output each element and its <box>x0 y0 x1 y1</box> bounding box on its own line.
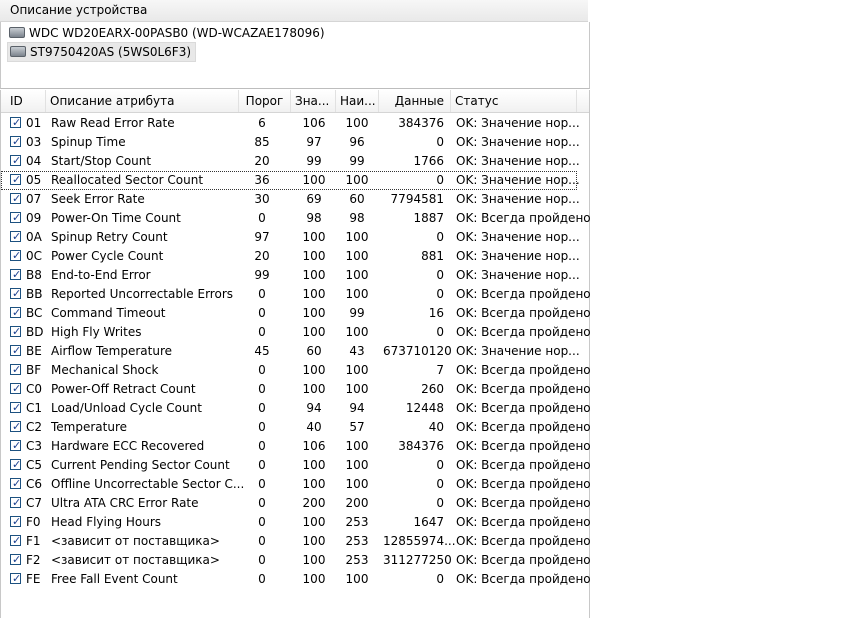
table-row[interactable] <box>1 285 591 304</box>
attribute-status: OK: Значение нор... <box>456 249 580 263</box>
attribute-threshold: 6 <box>258 116 266 130</box>
attribute-raw-data: 881 <box>421 249 444 263</box>
attribute-status: OK: Всегда пройдено <box>456 401 591 415</box>
attribute-id: BB <box>26 287 43 301</box>
attribute-threshold: 0 <box>258 401 266 415</box>
attribute-status: OK: Всегда пройдено <box>456 496 591 510</box>
attribute-name: Power-On Time Count <box>51 211 181 225</box>
row-checkbox[interactable] <box>10 440 21 451</box>
checkmark-icon: ✓ <box>12 287 22 300</box>
section-header <box>0 0 588 22</box>
attribute-id: 09 <box>26 211 42 225</box>
checkmark-icon: ✓ <box>12 230 22 243</box>
checkmark-icon: ✓ <box>12 420 22 433</box>
attribute-name: Head Flying Hours <box>51 515 162 529</box>
attribute-worst: 253 <box>345 553 369 567</box>
table-row[interactable] <box>1 152 580 171</box>
attribute-name: Raw Read Error Rate <box>51 116 175 130</box>
attribute-id: C7 <box>26 496 43 510</box>
attribute-worst: 98 <box>349 211 365 225</box>
table-row[interactable] <box>1 513 591 532</box>
attribute-id: 0A <box>26 230 42 244</box>
table-row[interactable] <box>1 190 580 209</box>
attribute-raw-data: 12855974... <box>383 534 456 548</box>
table-row[interactable] <box>1 475 591 494</box>
row-checkbox[interactable] <box>10 535 21 546</box>
attribute-id: F2 <box>26 553 41 567</box>
attribute-threshold: 20 <box>254 154 270 168</box>
attribute-worst: 100 <box>345 382 369 396</box>
attribute-worst: 100 <box>345 249 369 263</box>
attribute-threshold: 0 <box>258 572 266 586</box>
attribute-worst: 100 <box>345 268 369 282</box>
attribute-value: 106 <box>302 116 326 130</box>
attribute-raw-data: 0 <box>436 230 444 244</box>
checkmark-icon: ✓ <box>12 116 22 129</box>
checkmark-icon: ✓ <box>12 173 22 186</box>
device-label: ST9750420AS (5WS0L6F3) <box>30 45 192 59</box>
attribute-worst: 96 <box>349 135 365 149</box>
row-checkbox[interactable] <box>10 383 21 394</box>
attribute-raw-data: 7794581 <box>390 192 444 206</box>
attribute-id: FE <box>26 572 41 586</box>
attribute-raw-data: 16 <box>428 306 444 320</box>
attribute-value: 60 <box>306 344 322 358</box>
attribute-name: Current Pending Sector Count <box>51 458 230 472</box>
attribute-worst: 100 <box>345 230 369 244</box>
attribute-threshold: 0 <box>258 382 266 396</box>
table-row[interactable] <box>1 171 580 190</box>
checkmark-icon: ✓ <box>12 135 22 148</box>
attribute-status: OK: Всегда пройдено <box>456 287 591 301</box>
checkmark-icon: ✓ <box>12 534 22 547</box>
attribute-status: OK: Значение нор... <box>456 116 580 130</box>
hdd-icon <box>9 27 25 38</box>
attribute-status: OK: Значение нор... <box>456 344 580 358</box>
row-checkbox[interactable] <box>10 193 21 204</box>
attribute-id: C6 <box>26 477 43 491</box>
table-row[interactable] <box>1 551 591 570</box>
row-checkbox[interactable] <box>10 478 21 489</box>
attribute-worst: 100 <box>345 325 369 339</box>
attribute-name: Mechanical Shock <box>51 363 159 377</box>
attribute-id: BE <box>26 344 42 358</box>
attribute-worst: 100 <box>345 477 369 491</box>
attribute-raw-data: 0 <box>436 287 444 301</box>
row-checkbox[interactable] <box>10 269 21 280</box>
attribute-status: OK: Всегда пройдено <box>456 420 591 434</box>
attribute-threshold: 0 <box>258 211 266 225</box>
row-checkbox[interactable] <box>10 174 21 185</box>
table-row[interactable] <box>1 437 591 456</box>
attribute-value: 69 <box>306 192 322 206</box>
attribute-worst: 99 <box>349 154 365 168</box>
attribute-id: 04 <box>26 154 42 168</box>
attribute-id: C5 <box>26 458 43 472</box>
attribute-raw-data: 311277250 <box>383 553 452 567</box>
row-checkbox[interactable] <box>10 516 21 527</box>
row-checkbox[interactable] <box>10 117 21 128</box>
table-header <box>1 90 589 113</box>
checkmark-icon: ✓ <box>12 249 22 262</box>
attribute-threshold: 0 <box>258 553 266 567</box>
attribute-raw-data: 12448 <box>405 401 444 415</box>
table-row[interactable] <box>1 304 591 323</box>
table-row[interactable] <box>1 380 591 399</box>
attribute-id: B8 <box>26 268 42 282</box>
attribute-worst: 100 <box>345 458 369 472</box>
attribute-raw-data: 673710120 <box>383 344 452 358</box>
attribute-value: 99 <box>306 154 322 168</box>
column-header-threshold[interactable]: Порог <box>239 90 291 112</box>
attribute-threshold: 0 <box>258 439 266 453</box>
row-checkbox[interactable] <box>10 497 21 508</box>
attribute-threshold: 85 <box>254 135 270 149</box>
attribute-worst: 94 <box>349 401 365 415</box>
attribute-threshold: 45 <box>254 344 270 358</box>
attribute-raw-data: 0 <box>436 268 444 282</box>
attribute-raw-data: 0 <box>436 135 444 149</box>
attribute-value: 40 <box>306 420 322 434</box>
row-checkbox[interactable] <box>10 459 21 470</box>
table-row[interactable] <box>1 456 591 475</box>
checkmark-icon: ✓ <box>12 572 22 585</box>
checkmark-icon: ✓ <box>12 458 22 471</box>
attribute-value: 100 <box>302 477 326 491</box>
attribute-worst: 99 <box>349 306 365 320</box>
attribute-raw-data: 384376 <box>398 439 444 453</box>
checkmark-icon: ✓ <box>12 515 22 528</box>
checkmark-icon: ✓ <box>12 306 22 319</box>
attribute-name: Power-Off Retract Count <box>51 382 196 396</box>
attribute-value: 94 <box>306 401 322 415</box>
attribute-raw-data: 40 <box>428 420 444 434</box>
attribute-worst: 253 <box>345 534 369 548</box>
attribute-status: OK: Значение нор... <box>456 154 580 168</box>
attribute-value: 100 <box>302 363 326 377</box>
attribute-name: Hardware ECC Recovered <box>51 439 205 453</box>
attribute-status: OK: Всегда пройдено <box>456 477 591 491</box>
table-row[interactable] <box>1 532 591 551</box>
attribute-id: 0C <box>26 249 43 263</box>
attribute-id: 07 <box>26 192 42 206</box>
attribute-threshold: 0 <box>258 477 266 491</box>
attribute-id: 05 <box>26 173 42 187</box>
row-checkbox[interactable] <box>10 155 21 166</box>
attribute-id: BF <box>26 363 42 377</box>
attribute-status: OK: Значение нор... <box>456 173 580 187</box>
attribute-value: 100 <box>302 173 326 187</box>
checkmark-icon: ✓ <box>12 192 22 205</box>
attribute-name: <зависит от поставщика> <box>51 534 220 548</box>
attribute-raw-data: 384376 <box>398 116 444 130</box>
attribute-threshold: 0 <box>258 287 266 301</box>
attribute-name: Load/Unload Cycle Count <box>51 401 202 415</box>
attribute-status: OK: Значение нор... <box>456 135 580 149</box>
attribute-raw-data: 0 <box>436 325 444 339</box>
attribute-value: 100 <box>302 306 326 320</box>
attribute-raw-data: 0 <box>436 173 444 187</box>
attribute-worst: 100 <box>345 439 369 453</box>
attribute-value: 100 <box>302 249 326 263</box>
attribute-name: Reallocated Sector Count <box>51 173 204 187</box>
attribute-raw-data: 0 <box>436 458 444 472</box>
attribute-value: 100 <box>302 553 326 567</box>
attribute-threshold: 0 <box>258 325 266 339</box>
attribute-worst: 60 <box>349 192 365 206</box>
table-row[interactable] <box>1 418 591 437</box>
attribute-raw-data: 1887 <box>413 211 444 225</box>
table-row[interactable] <box>1 209 591 228</box>
table-row[interactable] <box>1 570 591 589</box>
attribute-id: 01 <box>26 116 42 130</box>
attribute-status: OK: Всегда пройдено <box>456 572 591 586</box>
checkmark-icon: ✓ <box>12 477 22 490</box>
column-header-status[interactable]: Статус <box>451 90 577 112</box>
attribute-raw-data: 7 <box>436 363 444 377</box>
attribute-threshold: 99 <box>254 268 270 282</box>
attribute-status: OK: Всегда пройдено <box>456 553 591 567</box>
checkmark-icon: ✓ <box>12 154 22 167</box>
attribute-worst: 43 <box>349 344 365 358</box>
attribute-value: 100 <box>302 534 326 548</box>
device-item-1[interactable] <box>7 24 329 42</box>
attribute-value: 200 <box>302 496 326 510</box>
table-row[interactable] <box>1 399 591 418</box>
attribute-name: Offline Uncorrectable Sector C... <box>51 477 245 491</box>
row-checkbox[interactable] <box>10 212 21 223</box>
row-checkbox[interactable] <box>10 402 21 413</box>
attribute-status: OK: Всегда пройдено <box>456 325 591 339</box>
attribute-id: C2 <box>26 420 43 434</box>
attribute-worst: 100 <box>345 572 369 586</box>
attribute-status: OK: Всегда пройдено <box>456 458 591 472</box>
attribute-worst: 200 <box>345 496 369 510</box>
attribute-name: Spinup Time <box>51 135 126 149</box>
attribute-id: C3 <box>26 439 43 453</box>
smart-attributes-table <box>0 90 590 618</box>
attribute-worst: 100 <box>345 363 369 377</box>
attribute-name: Power Cycle Count <box>51 249 164 263</box>
attribute-value: 100 <box>302 287 326 301</box>
attribute-raw-data: 1766 <box>413 154 444 168</box>
table-row[interactable] <box>1 114 580 133</box>
attribute-threshold: 0 <box>258 458 266 472</box>
attribute-name: Ultra ATA CRC Error Rate <box>51 496 199 510</box>
attribute-name: Free Fall Event Count <box>51 572 178 586</box>
row-checkbox[interactable] <box>10 288 21 299</box>
attribute-status: OK: Всегда пройдено <box>456 306 591 320</box>
attribute-name: Temperature <box>51 420 128 434</box>
table-row[interactable] <box>1 228 580 247</box>
row-checkbox[interactable] <box>10 250 21 261</box>
attribute-worst: 253 <box>345 515 369 529</box>
row-checkbox[interactable] <box>10 345 21 356</box>
table-row[interactable] <box>1 361 591 380</box>
attribute-threshold: 0 <box>258 306 266 320</box>
column-header-value[interactable]: Зна... <box>291 90 336 112</box>
hdd-icon <box>10 46 26 57</box>
attribute-value: 98 <box>306 211 322 225</box>
attribute-value: 100 <box>302 458 326 472</box>
table-row[interactable] <box>1 494 591 513</box>
attribute-name: Seek Error Rate <box>51 192 145 206</box>
section-title: Описание устройства <box>10 3 148 17</box>
attribute-raw-data: 1647 <box>413 515 444 529</box>
row-checkbox[interactable] <box>10 554 21 565</box>
attribute-id: F1 <box>26 534 41 548</box>
attribute-status: OK: Всегда пройдено <box>456 534 591 548</box>
attribute-worst: 100 <box>345 116 369 130</box>
table-row[interactable] <box>1 266 580 285</box>
attribute-name: <зависит от поставщика> <box>51 553 220 567</box>
attribute-value: 100 <box>302 572 326 586</box>
row-checkbox[interactable] <box>10 421 21 432</box>
attribute-threshold: 97 <box>254 230 270 244</box>
checkmark-icon: ✓ <box>12 211 22 224</box>
checkmark-icon: ✓ <box>12 382 22 395</box>
row-checkbox[interactable] <box>10 326 21 337</box>
attribute-raw-data: 0 <box>436 496 444 510</box>
checkmark-icon: ✓ <box>12 363 22 376</box>
row-checkbox[interactable] <box>10 364 21 375</box>
attribute-id: C1 <box>26 401 43 415</box>
checkmark-icon: ✓ <box>12 344 22 357</box>
attribute-status: OK: Всегда пройдено <box>456 382 591 396</box>
attribute-name: Spinup Retry Count <box>51 230 168 244</box>
attribute-threshold: 0 <box>258 534 266 548</box>
attribute-worst: 100 <box>345 173 369 187</box>
attribute-value: 100 <box>302 382 326 396</box>
attribute-status: OK: Всегда пройдено <box>456 363 591 377</box>
attribute-id: 03 <box>26 135 42 149</box>
attribute-value: 100 <box>302 325 326 339</box>
attribute-status: OK: Всегда пройдено <box>456 439 591 453</box>
attribute-name: End-to-End Error <box>51 268 151 282</box>
attribute-threshold: 0 <box>258 420 266 434</box>
checkmark-icon: ✓ <box>12 553 22 566</box>
attribute-raw-data: 260 <box>421 382 444 396</box>
column-header-description[interactable]: Описание атрибута <box>46 90 239 112</box>
column-header-worst[interactable]: Наи... <box>336 90 379 112</box>
attribute-threshold: 0 <box>258 515 266 529</box>
attribute-status: OK: Значение нор... <box>456 268 580 282</box>
attribute-worst: 100 <box>345 287 369 301</box>
attribute-threshold: 30 <box>254 192 270 206</box>
row-checkbox[interactable] <box>10 573 21 584</box>
attribute-value: 100 <box>302 230 326 244</box>
checkmark-icon: ✓ <box>12 401 22 414</box>
checkmark-icon: ✓ <box>12 325 22 338</box>
attribute-raw-data: 0 <box>436 477 444 491</box>
attribute-name: Reported Uncorrectable Errors <box>51 287 234 301</box>
attribute-id: F0 <box>26 515 41 529</box>
attribute-value: 97 <box>306 135 322 149</box>
column-header-id[interactable]: ID <box>1 90 46 112</box>
row-checkbox[interactable] <box>10 307 21 318</box>
table-row[interactable] <box>1 133 580 152</box>
attribute-name: Command Timeout <box>51 306 166 320</box>
attribute-value: 106 <box>302 439 326 453</box>
attribute-status: OK: Всегда пройдено <box>456 211 591 225</box>
attribute-id: BC <box>26 306 43 320</box>
checkmark-icon: ✓ <box>12 268 22 281</box>
checkmark-icon: ✓ <box>12 496 22 509</box>
attribute-name: Start/Stop Count <box>51 154 152 168</box>
attribute-threshold: 0 <box>258 363 266 377</box>
table-row[interactable] <box>1 247 580 266</box>
attribute-value: 100 <box>302 515 326 529</box>
attribute-threshold: 20 <box>254 249 270 263</box>
attribute-raw-data: 0 <box>436 572 444 586</box>
device-label: WDC WD20EARX-00PASB0 (WD-WCAZAE178096) <box>29 26 325 40</box>
checkmark-icon: ✓ <box>12 439 22 452</box>
device-list <box>0 22 590 89</box>
column-header-raw-data[interactable]: Данные <box>379 90 451 112</box>
attribute-worst: 57 <box>349 420 365 434</box>
table-row[interactable] <box>1 323 591 342</box>
attribute-name: Airflow Temperature <box>51 344 173 358</box>
row-checkbox[interactable] <box>10 136 21 147</box>
attribute-status: OK: Значение нор... <box>456 230 580 244</box>
attribute-status: OK: Всегда пройдено <box>456 515 591 529</box>
attribute-name: High Fly Writes <box>51 325 142 339</box>
attribute-threshold: 0 <box>258 496 266 510</box>
attribute-status: OK: Значение нор... <box>456 192 580 206</box>
attribute-threshold: 36 <box>254 173 270 187</box>
attribute-id: C0 <box>26 382 43 396</box>
row-checkbox[interactable] <box>10 231 21 242</box>
attribute-id: BD <box>26 325 44 339</box>
table-row[interactable] <box>1 342 580 361</box>
device-item-2[interactable] <box>7 42 196 62</box>
attribute-value: 100 <box>302 268 326 282</box>
